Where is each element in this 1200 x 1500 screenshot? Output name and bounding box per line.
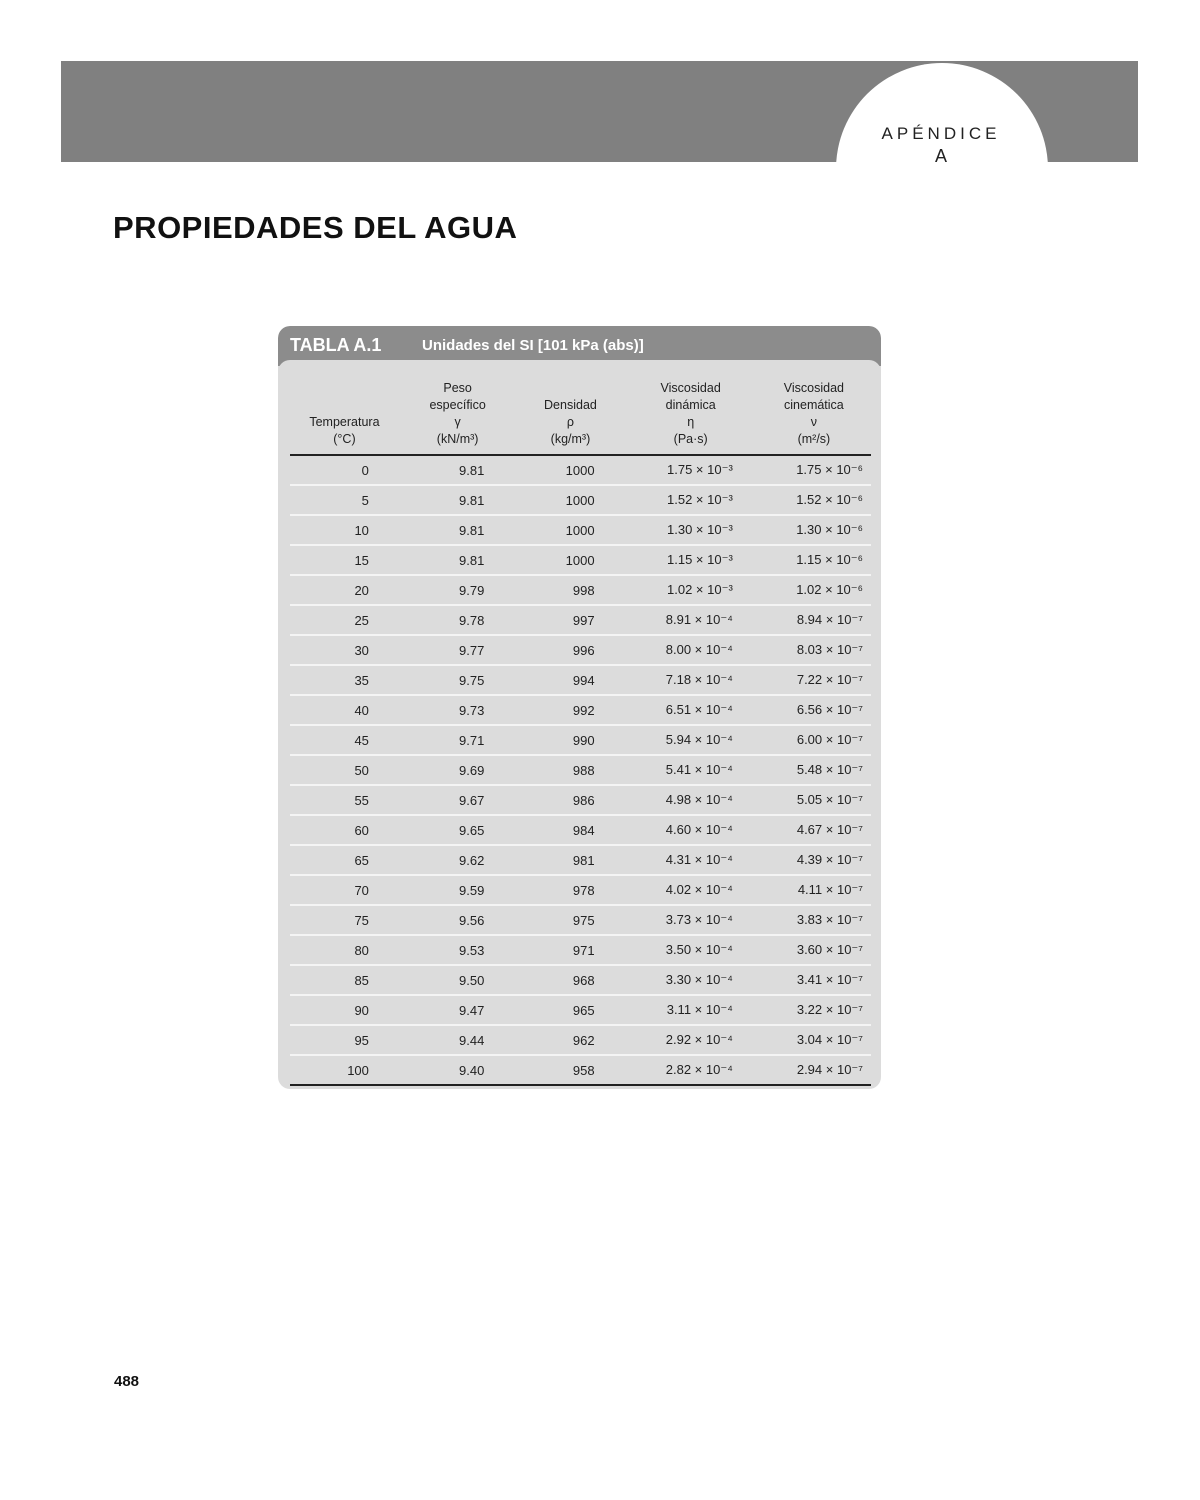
cell-specific-weight: 9.71 — [399, 725, 516, 755]
cell-kinematic-viscosity: 1.30 × 10⁻⁶ — [757, 515, 871, 545]
cell-kinematic-viscosity: 3.04 × 10⁻⁷ — [757, 1025, 871, 1055]
cell-specific-weight: 9.53 — [399, 935, 516, 965]
cell-specific-weight: 9.81 — [399, 485, 516, 515]
column-header-line: Temperatura — [309, 415, 380, 429]
cell-specific-weight: 9.56 — [399, 905, 516, 935]
column-header-line: Viscosidad — [660, 381, 721, 395]
cell-density: 1000 — [516, 515, 624, 545]
column-header-kinematic-viscosity — [757, 378, 871, 455]
cell-specific-weight: 9.40 — [399, 1055, 516, 1085]
table-row — [290, 1025, 871, 1055]
table-row — [290, 905, 871, 935]
table-row — [290, 575, 871, 605]
cell-density: 998 — [516, 575, 624, 605]
table-row — [290, 935, 871, 965]
cell-density: 1000 — [516, 545, 624, 575]
cell-density: 992 — [516, 695, 624, 725]
cell-dynamic-viscosity: 1.75 × 10⁻³ — [625, 455, 757, 485]
cell-temperature: 75 — [290, 905, 399, 935]
cell-kinematic-viscosity: 4.39 × 10⁻⁷ — [757, 845, 871, 875]
cell-dynamic-viscosity: 7.18 × 10⁻⁴ — [625, 665, 757, 695]
cell-dynamic-viscosity: 6.51 × 10⁻⁴ — [625, 695, 757, 725]
cell-temperature: 5 — [290, 485, 399, 515]
table-row — [290, 515, 871, 545]
table-caption: Unidades del SI [101 kPa (abs)] — [422, 337, 644, 354]
cell-temperature: 100 — [290, 1055, 399, 1085]
table-row — [290, 635, 871, 665]
page-title: PROPIEDADES DEL AGUA — [113, 210, 518, 245]
cell-kinematic-viscosity: 4.11 × 10⁻⁷ — [757, 875, 871, 905]
cell-specific-weight: 9.69 — [399, 755, 516, 785]
cell-density: 981 — [516, 845, 624, 875]
table-row — [290, 785, 871, 815]
cell-kinematic-viscosity: 1.75 × 10⁻⁶ — [757, 455, 871, 485]
cell-specific-weight: 9.78 — [399, 605, 516, 635]
column-header-dynamic-viscosity — [625, 378, 757, 455]
cell-kinematic-viscosity: 6.00 × 10⁻⁷ — [757, 725, 871, 755]
column-header-line: cinemática — [784, 398, 844, 412]
cell-density: 965 — [516, 995, 624, 1025]
table-row — [290, 965, 871, 995]
cell-temperature: 45 — [290, 725, 399, 755]
cell-dynamic-viscosity: 3.73 × 10⁻⁴ — [625, 905, 757, 935]
appendix-letter: A — [934, 146, 947, 166]
column-header-line: específico — [429, 398, 486, 412]
cell-dynamic-viscosity: 3.30 × 10⁻⁴ — [625, 965, 757, 995]
cell-specific-weight: 9.59 — [399, 875, 516, 905]
cell-kinematic-viscosity: 8.03 × 10⁻⁷ — [757, 635, 871, 665]
cell-dynamic-viscosity: 2.82 × 10⁻⁴ — [625, 1055, 757, 1085]
column-header-line: (°C) — [333, 432, 356, 446]
cell-density: 988 — [516, 755, 624, 785]
cell-kinematic-viscosity: 1.02 × 10⁻⁶ — [757, 575, 871, 605]
column-header-line: (kg/m³) — [550, 432, 591, 446]
cell-dynamic-viscosity: 4.60 × 10⁻⁴ — [625, 815, 757, 845]
table-row — [290, 815, 871, 845]
column-header-line: ρ — [566, 415, 575, 429]
cell-dynamic-viscosity: 5.94 × 10⁻⁴ — [625, 725, 757, 755]
cell-density: 994 — [516, 665, 624, 695]
cell-temperature: 35 — [290, 665, 399, 695]
column-header-line: dinámica — [665, 398, 716, 412]
cell-dynamic-viscosity: 1.52 × 10⁻³ — [625, 485, 757, 515]
cell-specific-weight: 9.44 — [399, 1025, 516, 1055]
water-properties-table-card — [278, 326, 881, 1089]
cell-kinematic-viscosity: 6.56 × 10⁻⁷ — [757, 695, 871, 725]
cell-kinematic-viscosity: 2.94 × 10⁻⁷ — [757, 1055, 871, 1085]
table-row — [290, 545, 871, 575]
cell-specific-weight: 9.65 — [399, 815, 516, 845]
cell-density: 996 — [516, 635, 624, 665]
table-row — [290, 455, 871, 485]
cell-kinematic-viscosity: 3.83 × 10⁻⁷ — [757, 905, 871, 935]
cell-temperature: 25 — [290, 605, 399, 635]
table-row — [290, 845, 871, 875]
cell-temperature: 40 — [290, 695, 399, 725]
column-header-density — [516, 378, 624, 455]
column-header-line: η — [687, 415, 695, 429]
cell-dynamic-viscosity: 1.02 × 10⁻³ — [625, 575, 757, 605]
table-body — [290, 455, 871, 1085]
cell-dynamic-viscosity: 8.00 × 10⁻⁴ — [625, 635, 757, 665]
cell-kinematic-viscosity: 5.48 × 10⁻⁷ — [757, 755, 871, 785]
cell-specific-weight: 9.79 — [399, 575, 516, 605]
cell-density: 990 — [516, 725, 624, 755]
cell-kinematic-viscosity: 3.22 × 10⁻⁷ — [757, 995, 871, 1025]
cell-dynamic-viscosity: 4.98 × 10⁻⁴ — [625, 785, 757, 815]
cell-temperature: 85 — [290, 965, 399, 995]
cell-specific-weight: 9.50 — [399, 965, 516, 995]
table-row — [290, 725, 871, 755]
cell-temperature: 65 — [290, 845, 399, 875]
cell-kinematic-viscosity: 7.22 × 10⁻⁷ — [757, 665, 871, 695]
cell-temperature: 10 — [290, 515, 399, 545]
cell-density: 968 — [516, 965, 624, 995]
cell-density: 1000 — [516, 485, 624, 515]
cell-dynamic-viscosity: 4.31 × 10⁻⁴ — [625, 845, 757, 875]
cell-kinematic-viscosity: 1.15 × 10⁻⁶ — [757, 545, 871, 575]
cell-dynamic-viscosity: 5.41 × 10⁻⁴ — [625, 755, 757, 785]
cell-density: 958 — [516, 1055, 624, 1085]
cell-temperature: 60 — [290, 815, 399, 845]
cell-specific-weight: 9.62 — [399, 845, 516, 875]
cell-kinematic-viscosity: 3.60 × 10⁻⁷ — [757, 935, 871, 965]
cell-dynamic-viscosity: 8.91 × 10⁻⁴ — [625, 605, 757, 635]
cell-temperature: 55 — [290, 785, 399, 815]
water-properties-table — [290, 378, 871, 1086]
table-row — [290, 1055, 871, 1085]
cell-density: 997 — [516, 605, 624, 635]
column-header-line: (m²/s) — [797, 432, 831, 446]
table-row — [290, 695, 871, 725]
cell-dynamic-viscosity: 3.11 × 10⁻⁴ — [625, 995, 757, 1025]
table-row — [290, 995, 871, 1025]
cell-density: 1000 — [516, 455, 624, 485]
column-header-line: Peso — [443, 381, 472, 395]
cell-temperature: 30 — [290, 635, 399, 665]
column-header-temperature — [290, 378, 399, 455]
cell-specific-weight: 9.81 — [399, 545, 516, 575]
table-row — [290, 485, 871, 515]
column-header-line: Densidad — [544, 398, 597, 412]
table-row — [290, 665, 871, 695]
cell-dynamic-viscosity: 4.02 × 10⁻⁴ — [625, 875, 757, 905]
cell-temperature: 95 — [290, 1025, 399, 1055]
cell-specific-weight: 9.47 — [399, 995, 516, 1025]
cell-dynamic-viscosity: 3.50 × 10⁻⁴ — [625, 935, 757, 965]
cell-density: 984 — [516, 815, 624, 845]
cell-density: 971 — [516, 935, 624, 965]
cell-temperature: 90 — [290, 995, 399, 1025]
cell-density: 978 — [516, 875, 624, 905]
column-header-line: ν — [810, 415, 818, 429]
cell-kinematic-viscosity: 4.67 × 10⁻⁷ — [757, 815, 871, 845]
cell-temperature: 15 — [290, 545, 399, 575]
column-header-line: (kN/m³) — [436, 432, 479, 446]
cell-kinematic-viscosity: 5.05 × 10⁻⁷ — [757, 785, 871, 815]
cell-temperature: 50 — [290, 755, 399, 785]
table-label: TABLA A.1 — [290, 335, 382, 355]
cell-specific-weight: 9.81 — [399, 455, 516, 485]
cell-specific-weight: 9.77 — [399, 635, 516, 665]
column-header-line: γ — [454, 415, 461, 429]
cell-temperature: 80 — [290, 935, 399, 965]
cell-specific-weight: 9.67 — [399, 785, 516, 815]
cell-kinematic-viscosity: 3.41 × 10⁻⁷ — [757, 965, 871, 995]
column-header-line: Viscosidad — [783, 381, 844, 395]
cell-specific-weight: 9.75 — [399, 665, 516, 695]
cell-dynamic-viscosity: 1.15 × 10⁻³ — [625, 545, 757, 575]
table-row — [290, 605, 871, 635]
cell-specific-weight: 9.81 — [399, 515, 516, 545]
column-header-line: (Pa·s) — [673, 432, 708, 446]
cell-density: 962 — [516, 1025, 624, 1055]
table-row — [290, 875, 871, 905]
cell-kinematic-viscosity: 8.94 × 10⁻⁷ — [757, 605, 871, 635]
table-header-row — [290, 378, 871, 455]
cell-temperature: 70 — [290, 875, 399, 905]
cell-temperature: 0 — [290, 455, 399, 485]
cell-dynamic-viscosity: 2.92 × 10⁻⁴ — [625, 1025, 757, 1055]
column-header-specific-weight — [399, 378, 516, 455]
cell-temperature: 20 — [290, 575, 399, 605]
cell-kinematic-viscosity: 1.52 × 10⁻⁶ — [757, 485, 871, 515]
appendix-label: APÉNDICE — [881, 124, 1001, 143]
cell-density: 986 — [516, 785, 624, 815]
cell-density: 975 — [516, 905, 624, 935]
table-row — [290, 755, 871, 785]
cell-dynamic-viscosity: 1.30 × 10⁻³ — [625, 515, 757, 545]
cell-specific-weight: 9.73 — [399, 695, 516, 725]
page-number: 488 — [114, 1373, 140, 1390]
